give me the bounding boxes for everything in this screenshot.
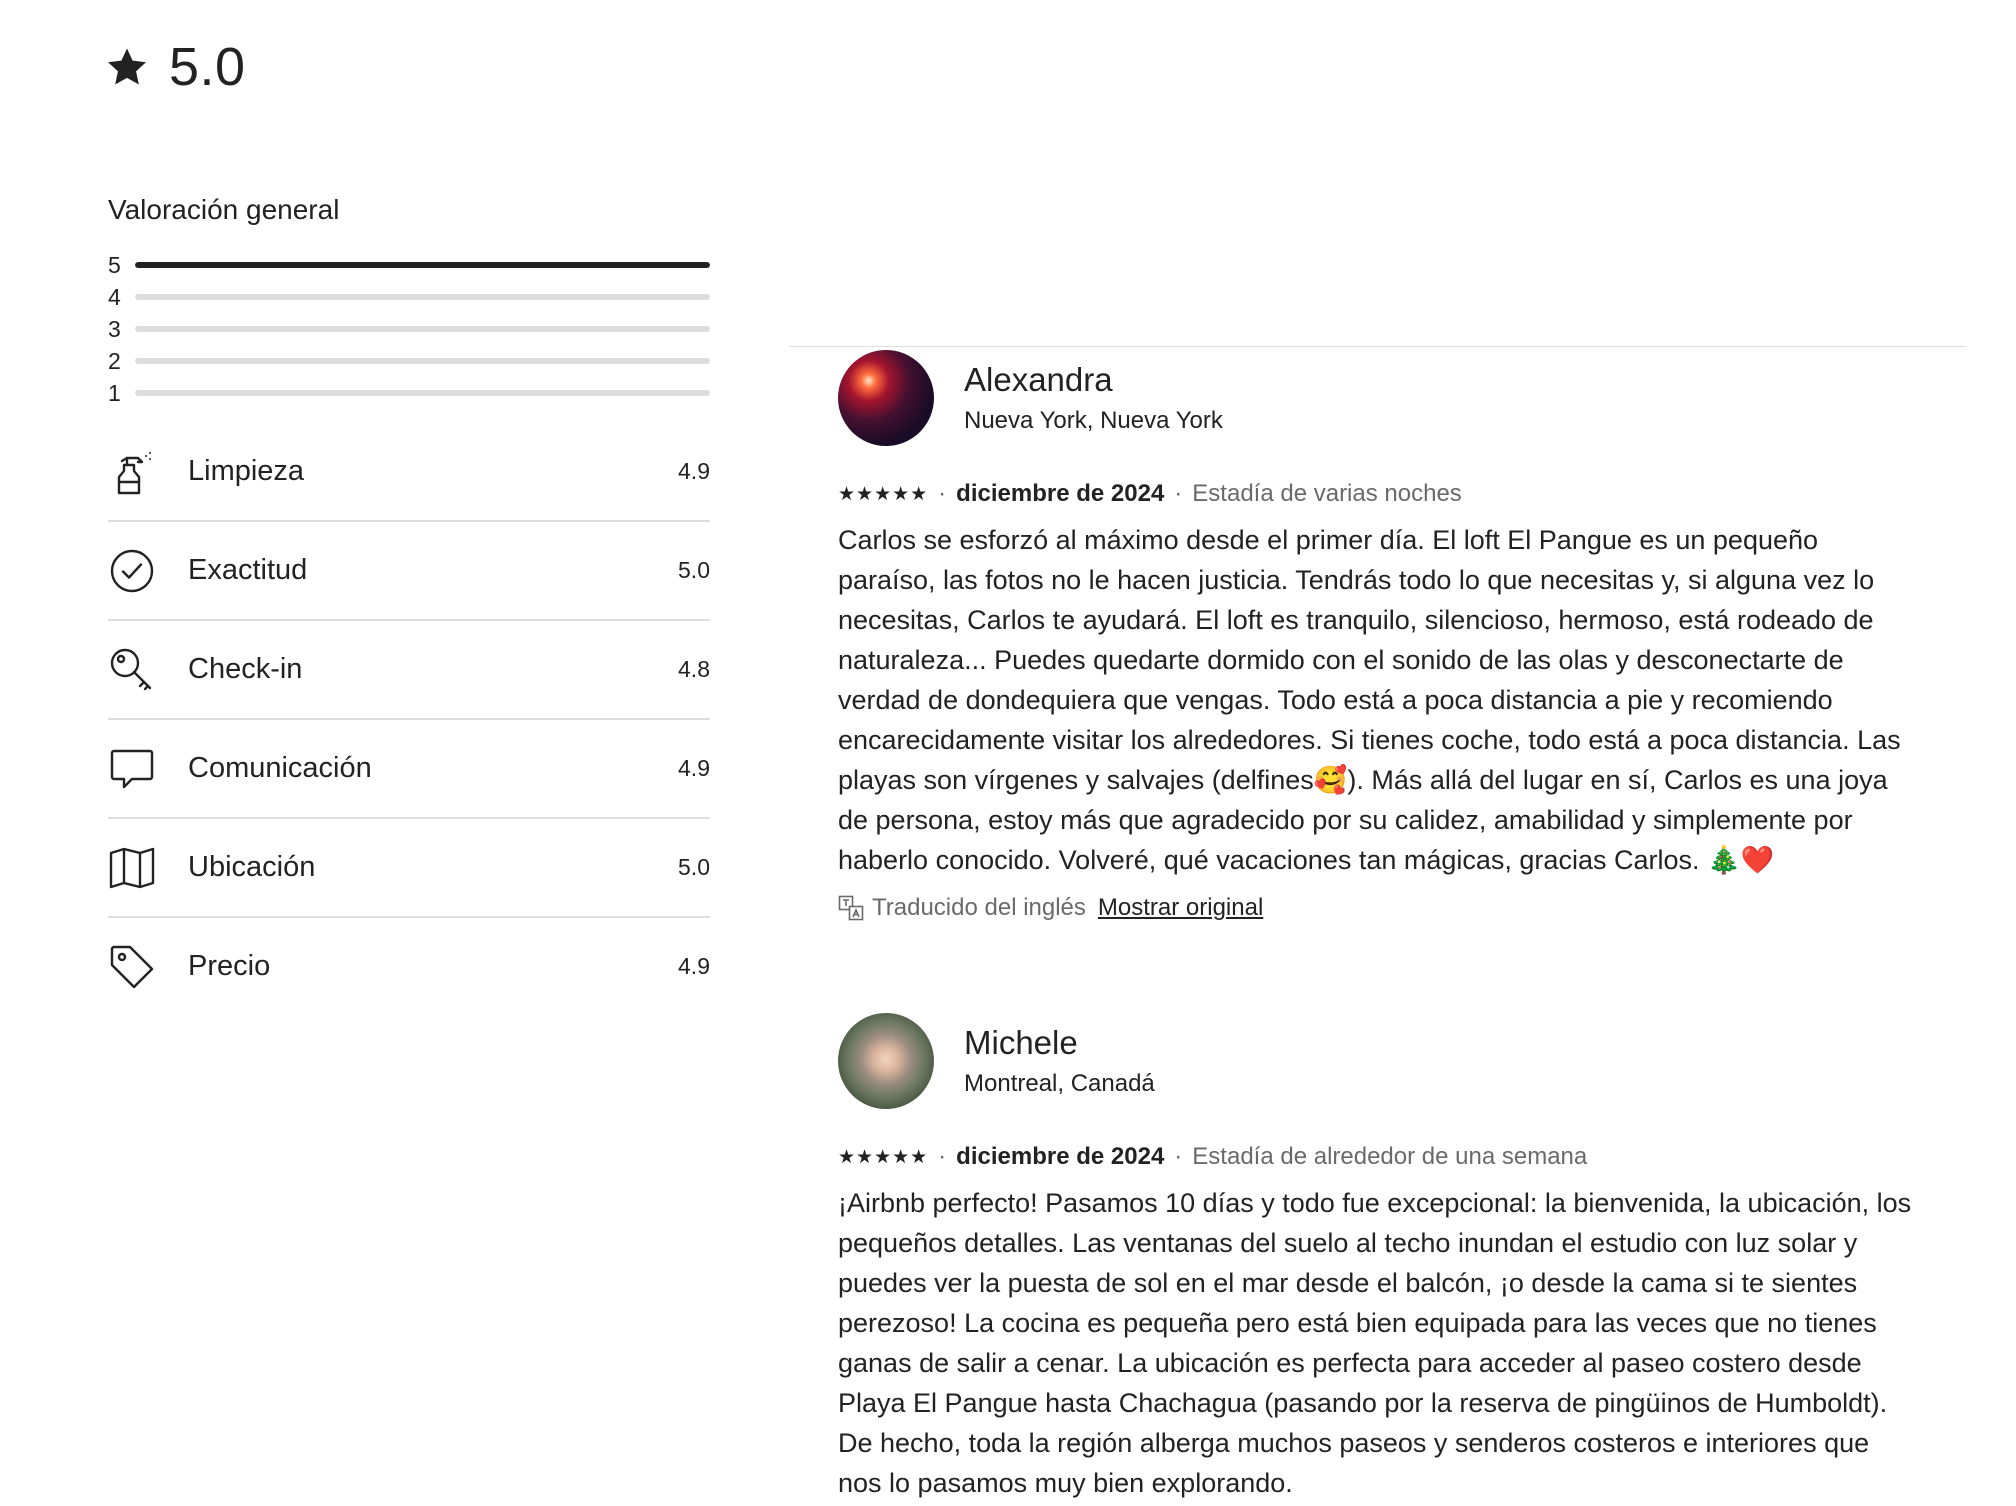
stay-type: Estadía de alrededor de una semana [1192,1143,1588,1170]
rating-bar-fill [135,262,710,268]
rating-bar-1 [108,377,710,409]
category-name: Check-in [188,653,303,685]
category-cleanliness [108,423,710,522]
category-communication [108,720,710,819]
category-ratings [108,423,710,1015]
review-stars: ★★★★★ [838,483,929,505]
category-location [108,819,710,918]
rating-bar-track [135,358,710,364]
translate-icon [838,895,864,921]
rating-bar-2 [108,345,710,377]
chat-bubble-icon [108,745,156,793]
overall-rating-value: 5.0 [169,37,246,97]
overall-rating-title: Valoración general [108,194,340,225]
category-name: Exactitud [188,554,308,586]
category-accuracy [108,522,710,621]
review-date: diciembre de 2024 [956,480,1165,507]
reviews-divider [790,346,1966,347]
review-date: diciembre de 2024 [956,1143,1165,1170]
category-score: 4.9 [678,953,710,979]
category-name: Comunicación [188,752,372,784]
rating-distribution [108,249,710,409]
stay-type: Estadía de varias noches [1192,480,1462,507]
show-original-link[interactable]: Mostrar original [1097,894,1264,921]
review-text: ¡Airbnb perfecto! Pasamos 10 días y todo fue excepcional: la bienvenida, la ubicación, los pequeños detalles. Las ventanas del suelo al techo inundan el estudio con luz solar y puedes ver la puesta de sol en el mar desde el balcón, ¡o desde la cama si te sientes perezoso! La cocina es pequeña pero está bien equipada para las veces que no tienes ganas de salir a cenar. La ubicación es perfecta para acceder al paseo costero desde Playa El Pangue hasta Chachagua (pasando por la reserva de pingüinos de Humboldt). De hecho, toda la región alberga muchos paseos y senderos costeros e interiores que nos lo pasamos muy bien explorando. [838,1188,1912,1498]
category-name: Ubicación [188,851,316,883]
overall-rating-header [105,36,246,98]
review-text: Carlos se esforzó al máximo desde el primer día. El loft El Pangue es un pequeño paraíso, las fotos no le hacen justicia. Tendrás todo lo que necesitas y, si alguna vez lo necesitas, Carlos te ayudará. El loft es tranquilo, silencioso, hermoso, está rodeado de naturaleza... Puedes quedarte dormido con el sonido de las olas y desconectarte de verdad de dondequiera que vengas. Todo está a poca distancia a pie y recomiendo encarecidamente visitar los alrededores. Si tienes coche, todo está a poca distancia. Las playas son vírgenes y salvajes (delfines🥰). Más allá del lugar en sí, Carlos es una joya de persona, estoy más que agradecido por su calidez, amabilidad y simplemente por haberlo conocido. Volveré, qué vacaciones tan mágicas, gracias Carlos. 🎄❤️ [838,525,1901,875]
rating-bar-4 [108,281,710,313]
rating-bar-3 [108,313,710,345]
rating-bar-label: 1 [108,379,121,406]
rating-bar-track [135,326,710,332]
check-circle-icon [108,547,156,595]
translation-note [838,894,1918,922]
map-icon [108,844,156,892]
rating-bar-track [135,262,710,268]
reviewer-name: Alexandra [964,361,1113,398]
rating-bar-label: 4 [108,283,121,310]
category-score: 5.0 [678,557,710,583]
category-score: 4.8 [678,656,710,682]
rating-bar-label: 3 [108,315,121,342]
category-price [108,918,710,1015]
review-meta: ★★★★★ · diciembre de 2024 · Estadía de alrededor de una semana [838,1143,1588,1170]
review-card [838,1013,1918,1503]
category-name: Limpieza [188,455,305,487]
review-meta: ★★★★★ · diciembre de 2024 · Estadía de varias noches [838,480,1462,507]
cleaning-spray-icon [108,448,156,496]
rating-bar-label: 2 [108,347,121,374]
rating-bar-track [135,294,710,300]
category-score: 4.9 [678,755,710,781]
star-icon [105,45,149,89]
price-tag-icon [108,943,156,991]
review-author[interactable] [838,1013,1918,1109]
avatar[interactable] [838,350,934,446]
rating-bar-5 [108,249,710,281]
rating-bar-label: 5 [108,251,121,278]
category-name: Precio [188,950,271,982]
category-score: 5.0 [678,854,710,880]
reviewer-location: Montreal, Canadá [964,1070,1155,1097]
key-icon [108,646,156,694]
review-author[interactable] [838,350,1918,446]
reviewer-location: Nueva York, Nueva York [964,407,1223,434]
category-checkin [108,621,710,720]
reviewer-name: Michele [964,1024,1078,1061]
avatar[interactable] [838,1013,934,1109]
review-card [838,350,1918,922]
rating-bar-track [135,390,710,396]
translated-label: Traducido del inglés [872,894,1086,921]
category-score: 4.9 [678,458,710,484]
review-stars: ★★★★★ [838,1146,929,1168]
